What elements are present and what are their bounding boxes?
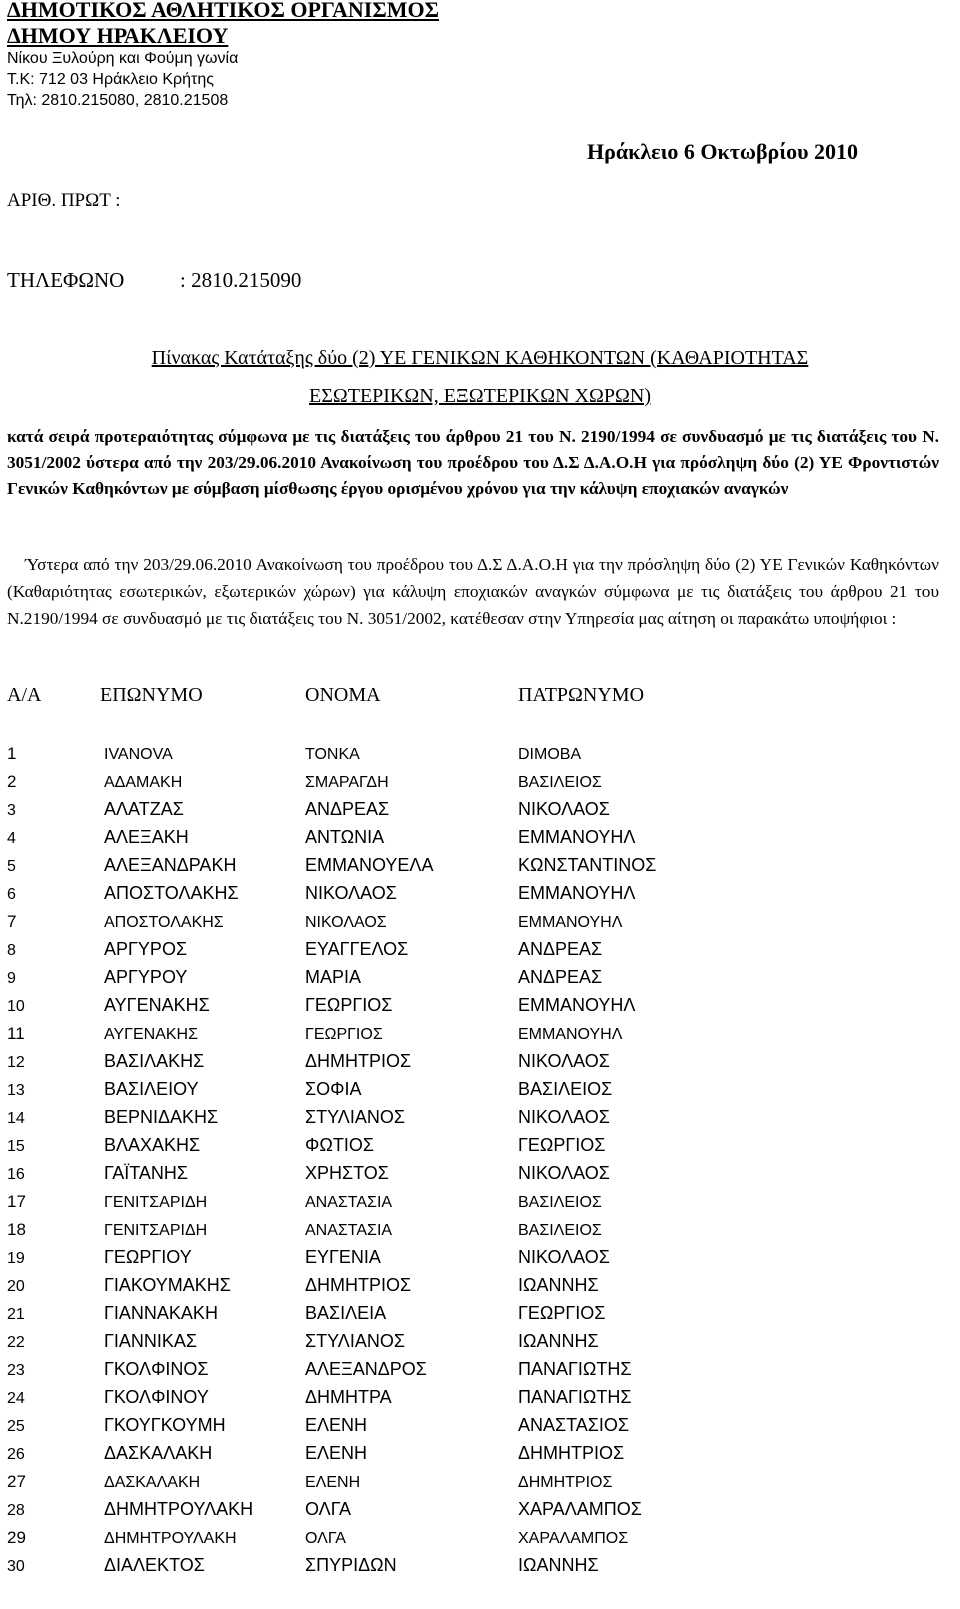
surname-cell: ΑΛΑΤΖΑΣ bbox=[104, 799, 184, 819]
fathers-name-cell: ΝΙΚΟΛΑΟΣ bbox=[518, 799, 610, 819]
table-row bbox=[0, 1156, 960, 1184]
surname-cell: ΓΙΑΝΝΑΚΑΚΗ bbox=[104, 1303, 218, 1323]
fathers-name-cell: ΧΑΡΑΛΑΜΠΟΣ bbox=[518, 1499, 642, 1519]
fathers-name-cell: ΑΝΔΡΕΑΣ bbox=[518, 939, 603, 959]
page-title-line2: ΕΣΩΤΕΡΙΚΩΝ, ΕΞΩΤΕΡΙΚΩΝ ΧΩΡΩΝ) bbox=[309, 385, 651, 407]
org-name-line1: ΔΗΜΟΤΙΚΟΣ ΑΘΛΗΤΙΚΟΣ ΟΡΓΑΝΙΣΜΟΣ bbox=[7, 0, 439, 22]
fathers-name-cell: ΒΑΣΙΛΕΙΟΣ bbox=[518, 1079, 613, 1099]
telephone-value: : 2810.215090 bbox=[180, 268, 302, 292]
row-number: 23 bbox=[7, 1362, 25, 1379]
row-number: 21 bbox=[7, 1306, 25, 1323]
surname-cell: ΓΕΝΙΤΣΑΡΙΔΗ bbox=[104, 1194, 208, 1211]
row-number: 19 bbox=[7, 1250, 25, 1267]
column-header-surname: ΕΠΩΝΥΜΟ bbox=[100, 684, 203, 706]
surname-cell: ΓΚΟΛΦΙΝΟΣ bbox=[104, 1359, 209, 1379]
intro-paragraph: κατά σειρά προτεραιότητας σύμφωνα με τις διατάξεις του άρθρου 21 του Ν. 2190/1994 σε συνδυασμό με τις διατάξεις του Ν. 3051/2002 ύστερα από την 203/29.06.2010 Ανακοίνωση του προέδρου του Δ.Σ Δ.Α.Ο.Η για πρόσληψη δύο (2) ΥΕ Φροντιστών Γενικών Καθηκόντων με σύμβαση μίσθωσης έργου ορισμένου χρόνου για την κάλυψη εποχιακών αναγκών bbox=[7, 427, 939, 498]
first-name-cell: ΕΛΕΝΗ bbox=[305, 1474, 361, 1491]
table-row bbox=[0, 1268, 960, 1296]
column-header-aa: Α/Α bbox=[7, 684, 42, 706]
surname-cell: ΓΕΝΙΤΣΑΡΙΔΗ bbox=[104, 1222, 208, 1239]
first-name-cell: ΔΗΜΗΤΡΙΟΣ bbox=[305, 1275, 412, 1295]
table-row bbox=[0, 848, 960, 876]
org-address-line1: Νίκου Ξυλούρη και Φούμη γωνία bbox=[7, 50, 239, 67]
row-number: 5 bbox=[7, 858, 16, 875]
first-name-cell: ΣΤΥΛΙΑΝΟΣ bbox=[305, 1107, 405, 1127]
table-row bbox=[0, 932, 960, 960]
fathers-name-cell: ΝΙΚΟΛΑΟΣ bbox=[518, 1107, 610, 1127]
first-name-cell: ΕΥΑΓΓΕΛΟΣ bbox=[305, 939, 409, 959]
fathers-name-cell: ΠΑΝΑΓΙΩΤΗΣ bbox=[518, 1387, 632, 1407]
fathers-name-cell: ΓΕΩΡΓΙΟΣ bbox=[518, 1135, 606, 1155]
row-number: 10 bbox=[7, 998, 25, 1015]
table-row bbox=[0, 1016, 960, 1044]
fathers-name-cell: ΝΙΚΟΛΑΟΣ bbox=[518, 1247, 610, 1267]
table-row bbox=[0, 820, 960, 848]
row-number: 20 bbox=[7, 1278, 25, 1295]
surname-cell: ΓΚΟΛΦΙΝΟΥ bbox=[104, 1387, 209, 1407]
table-row bbox=[0, 1380, 960, 1408]
first-name-cell: ΟΛΓΑ bbox=[305, 1499, 351, 1519]
fathers-name-cell: ΒΑΣΙΛΕΙΟΣ bbox=[518, 1222, 602, 1239]
surname-cell: ΑΥΓΕΝΑΚΗΣ bbox=[104, 1026, 198, 1043]
table-row bbox=[0, 736, 960, 764]
row-number: 6 bbox=[7, 886, 16, 903]
column-header-name: ΟΝΟΜΑ bbox=[305, 684, 381, 706]
protocol-number-label: ΑΡΙΘ. ΠΡΩΤ : bbox=[7, 190, 121, 211]
page-title-line1: Πίνακας Κατάταξης δύο (2) ΥΕ ΓΕΝΙΚΩΝ ΚΑΘΗΚΟΝΤΩΝ (ΚΑΘΑΡΙΟΤΗΤΑΣ bbox=[151, 347, 809, 369]
fathers-name-cell: ΒΑΣΙΛΕΙΟΣ bbox=[518, 774, 602, 791]
surname-cell: ΑΡΓΥΡΟΥ bbox=[104, 967, 188, 987]
first-name-cell: ΣΜΑΡΑΓΔΗ bbox=[305, 774, 389, 791]
first-name-cell: ΦΩΤΙΟΣ bbox=[305, 1135, 374, 1155]
surname-cell: ΓΑΪΤΑΝΗΣ bbox=[104, 1163, 189, 1183]
first-name-cell: ΑΝΤΩΝΙΑ bbox=[305, 827, 385, 847]
first-name-cell: ΒΑΣΙΛΕΙΑ bbox=[305, 1303, 387, 1323]
first-name-cell: ΑΝΑΣΤΑΣΙΑ bbox=[305, 1194, 393, 1211]
surname-cell: ΑΛΕΞΑΚΗ bbox=[104, 827, 189, 847]
table-row bbox=[0, 1100, 960, 1128]
table-row bbox=[0, 1408, 960, 1436]
row-number: 27 bbox=[7, 1472, 26, 1491]
row-number: 4 bbox=[7, 830, 16, 847]
row-number: 1 bbox=[7, 744, 17, 763]
first-name-cell: ΝΙΚΟΛΑΟΣ bbox=[305, 883, 397, 903]
fathers-name-cell: ΕΜΜΑΝΟΥΗΛ bbox=[518, 883, 636, 903]
row-number: 30 bbox=[7, 1558, 25, 1575]
telephone-label: ΤΗΛΕΦΩΝΟ bbox=[7, 268, 125, 292]
fathers-name-cell: ΑΝΔΡΕΑΣ bbox=[518, 967, 603, 987]
table-row bbox=[0, 876, 960, 904]
surname-cell: ΔΑΣΚΑΛΑΚΗ bbox=[104, 1474, 201, 1491]
surname-cell: ΑΥΓΕΝΑΚΗΣ bbox=[104, 995, 210, 1015]
surname-cell: IVANOVA bbox=[104, 746, 173, 763]
first-name-cell: ΔΗΜΗΤΡΑ bbox=[305, 1387, 392, 1407]
table-row bbox=[0, 1184, 960, 1212]
surname-cell: ΒΕΡΝΙΔΑΚΗΣ bbox=[104, 1107, 219, 1127]
surname-cell: ΓΕΩΡΓΙΟΥ bbox=[104, 1247, 192, 1267]
row-number: 28 bbox=[7, 1502, 25, 1519]
table-row bbox=[0, 960, 960, 988]
fathers-name-cell: ΙΩΑΝΝΗΣ bbox=[518, 1555, 599, 1575]
row-number: 29 bbox=[7, 1528, 26, 1547]
row-number: 8 bbox=[7, 942, 16, 959]
fathers-name-cell: ΑΝΑΣΤΑΣΙΟΣ bbox=[518, 1415, 630, 1435]
surname-cell: ΔΙΑΛΕΚΤΟΣ bbox=[104, 1555, 205, 1575]
first-name-cell: ΣΤΥΛΙΑΝΟΣ bbox=[305, 1331, 405, 1351]
column-header-fathers-name: ΠΑΤΡΩΝΥΜΟ bbox=[518, 684, 645, 706]
fathers-name-cell: ΙΩΑΝΝΗΣ bbox=[518, 1331, 599, 1351]
table-row bbox=[0, 988, 960, 1016]
fathers-name-cell: ΒΑΣΙΛΕΙΟΣ bbox=[518, 1194, 602, 1211]
row-number: 13 bbox=[7, 1082, 25, 1099]
surname-cell: ΑΔΑΜΑΚΗ bbox=[104, 774, 183, 791]
table-row bbox=[0, 1072, 960, 1100]
first-name-cell: ΜΑΡΙΑ bbox=[305, 967, 362, 987]
table-row bbox=[0, 1324, 960, 1352]
table-row bbox=[0, 1240, 960, 1268]
first-name-cell: ΣΠΥΡΙΔΩΝ bbox=[305, 1555, 397, 1575]
row-number: 3 bbox=[7, 802, 16, 819]
first-name-cell: ΕΛΕΝΗ bbox=[305, 1443, 368, 1463]
row-number: 2 bbox=[7, 772, 17, 791]
first-name-cell: ΕΥΓΕΝΙΑ bbox=[305, 1247, 381, 1267]
surname-cell: ΔΑΣΚΑΛΑΚΗ bbox=[104, 1443, 213, 1463]
org-name-line2: ΔΗΜΟΥ ΗΡΑΚΛΕΙΟΥ bbox=[7, 23, 229, 48]
first-name-cell: ΣΟΦΙΑ bbox=[305, 1079, 362, 1099]
fathers-name-cell: ΝΙΚΟΛΑΟΣ bbox=[518, 1051, 610, 1071]
table-row bbox=[0, 764, 960, 792]
row-number: 18 bbox=[7, 1220, 26, 1239]
document-date: Ηράκλειο 6 Οκτωβρίου 2010 bbox=[587, 139, 859, 164]
row-number: 17 bbox=[7, 1192, 26, 1211]
surname-cell: ΓΙΑΝΝΙΚΑΣ bbox=[104, 1331, 198, 1351]
table-row bbox=[0, 904, 960, 932]
table-row bbox=[0, 1548, 960, 1576]
fathers-name-cell: ΙΩΑΝΝΗΣ bbox=[518, 1275, 599, 1295]
table-row bbox=[0, 1436, 960, 1464]
first-name-cell: ΑΝΑΣΤΑΣΙΑ bbox=[305, 1222, 393, 1239]
table-row bbox=[0, 1464, 960, 1492]
first-name-cell: ΕΜΜΑΝΟΥΕΛΑ bbox=[305, 855, 434, 875]
surname-cell: ΓΙΑΚΟΥΜΑΚΗΣ bbox=[104, 1275, 231, 1295]
surname-cell: ΒΑΣΙΛΑΚΗΣ bbox=[104, 1051, 205, 1071]
body-paragraph: Ύστερα από την 203/29.06.2010 Ανακοίνωση του προέδρου του Δ.Σ Δ.Α.Ο.Η για την πρόσληψη δύο (2) ΥΕ Γενικών Καθηκόντων (Καθαριότητας εσωτερικών, εξωτερικών χώρων) για κάλυψη εποχιακών αναγκών σύμφωνα με τις διατάξεις του άρθρου 21 του Ν.2190/1994 σε συνδυασμό με τις διατάξεις του Ν. 3051/2002, κατέθεσαν στην Υπηρεσία μας αίτηση οι παρακάτω υποψήφιοι : bbox=[7, 555, 939, 628]
surname-cell: ΓΚΟΥΓΚΟΥΜΗ bbox=[104, 1415, 226, 1435]
fathers-name-cell: ΕΜΜΑΝΟΥΗΛ bbox=[518, 827, 636, 847]
org-phones: Τηλ: 2810.215080, 2810.21508 bbox=[7, 92, 229, 109]
fathers-name-cell: ΕΜΜΑΝΟΥΗΛ bbox=[518, 914, 623, 931]
row-number: 14 bbox=[7, 1110, 25, 1127]
surname-cell: ΑΠΟΣΤΟΛΑΚΗΣ bbox=[104, 914, 224, 931]
surname-cell: ΑΡΓΥΡΟΣ bbox=[104, 939, 188, 959]
row-number: 9 bbox=[7, 970, 16, 987]
row-number: 25 bbox=[7, 1418, 25, 1435]
table-row bbox=[0, 1296, 960, 1324]
table-row bbox=[0, 1044, 960, 1072]
table-row bbox=[0, 1128, 960, 1156]
first-name-cell: ΓΕΩΡΓΙΟΣ bbox=[305, 1026, 383, 1043]
first-name-cell: ΔΗΜΗΤΡΙΟΣ bbox=[305, 1051, 412, 1071]
surname-cell: ΔΗΜΗΤΡΟΥΛΑΚΗ bbox=[104, 1530, 237, 1547]
row-number: 12 bbox=[7, 1054, 25, 1071]
surname-cell: ΑΛΕΞΑΝΔΡΑΚΗ bbox=[104, 855, 237, 875]
surname-cell: ΑΠΟΣΤΟΛΑΚΗΣ bbox=[104, 883, 239, 903]
row-number: 24 bbox=[7, 1390, 25, 1407]
table-row bbox=[0, 1520, 960, 1548]
fathers-name-cell: ΔΗΜΗΤΡΙΟΣ bbox=[518, 1474, 613, 1491]
first-name-cell: ΕΛΕΝΗ bbox=[305, 1415, 368, 1435]
row-number: 15 bbox=[7, 1138, 25, 1155]
first-name-cell: ΑΛΕΞΑΝΔΡΟΣ bbox=[305, 1359, 427, 1379]
row-number: 26 bbox=[7, 1446, 25, 1463]
table-row bbox=[0, 1492, 960, 1520]
fathers-name-cell: ΕΜΜΑΝΟΥΗΛ bbox=[518, 995, 636, 1015]
row-number: 16 bbox=[7, 1166, 25, 1183]
surname-cell: ΔΗΜΗΤΡΟΥΛΑΚΗ bbox=[104, 1499, 254, 1519]
table-row bbox=[0, 1212, 960, 1240]
first-name-cell: ΧΡΗΣΤΟΣ bbox=[305, 1163, 389, 1183]
first-name-cell: ΟΛΓΑ bbox=[305, 1530, 346, 1547]
first-name-cell: ΓΕΩΡΓΙΟΣ bbox=[305, 995, 393, 1015]
surname-cell: ΒΑΣΙΛΕΙΟΥ bbox=[104, 1079, 199, 1099]
fathers-name-cell: ΔΗΜΗΤΡΙΟΣ bbox=[518, 1443, 625, 1463]
first-name-cell: TONKA bbox=[305, 746, 360, 763]
fathers-name-cell: ΕΜΜΑΝΟΥΗΛ bbox=[518, 1026, 623, 1043]
fathers-name-cell: ΠΑΝΑΓΙΩΤΗΣ bbox=[518, 1359, 632, 1379]
row-number: 7 bbox=[7, 912, 17, 931]
fathers-name-cell: ΧΑΡΑΛΑΜΠΟΣ bbox=[518, 1530, 629, 1547]
table-row bbox=[0, 792, 960, 820]
org-address-line2: Τ.Κ: 712 03 Ηράκλειο Κρήτης bbox=[7, 71, 214, 88]
row-number: 11 bbox=[7, 1024, 25, 1043]
fathers-name-cell: ΓΕΩΡΓΙΟΣ bbox=[518, 1303, 606, 1323]
first-name-cell: ΑΝΔΡΕΑΣ bbox=[305, 799, 390, 819]
row-number: 22 bbox=[7, 1334, 25, 1351]
fathers-name-cell: DIMOBA bbox=[518, 746, 582, 763]
first-name-cell: ΝΙΚΟΛΑΟΣ bbox=[305, 914, 387, 931]
fathers-name-cell: ΚΩΝΣΤΑΝΤΙΝΟΣ bbox=[518, 855, 657, 875]
surname-cell: ΒΛΑΧΑΚΗΣ bbox=[104, 1135, 201, 1155]
fathers-name-cell: ΝΙΚΟΛΑΟΣ bbox=[518, 1163, 610, 1183]
table-row bbox=[0, 1352, 960, 1380]
